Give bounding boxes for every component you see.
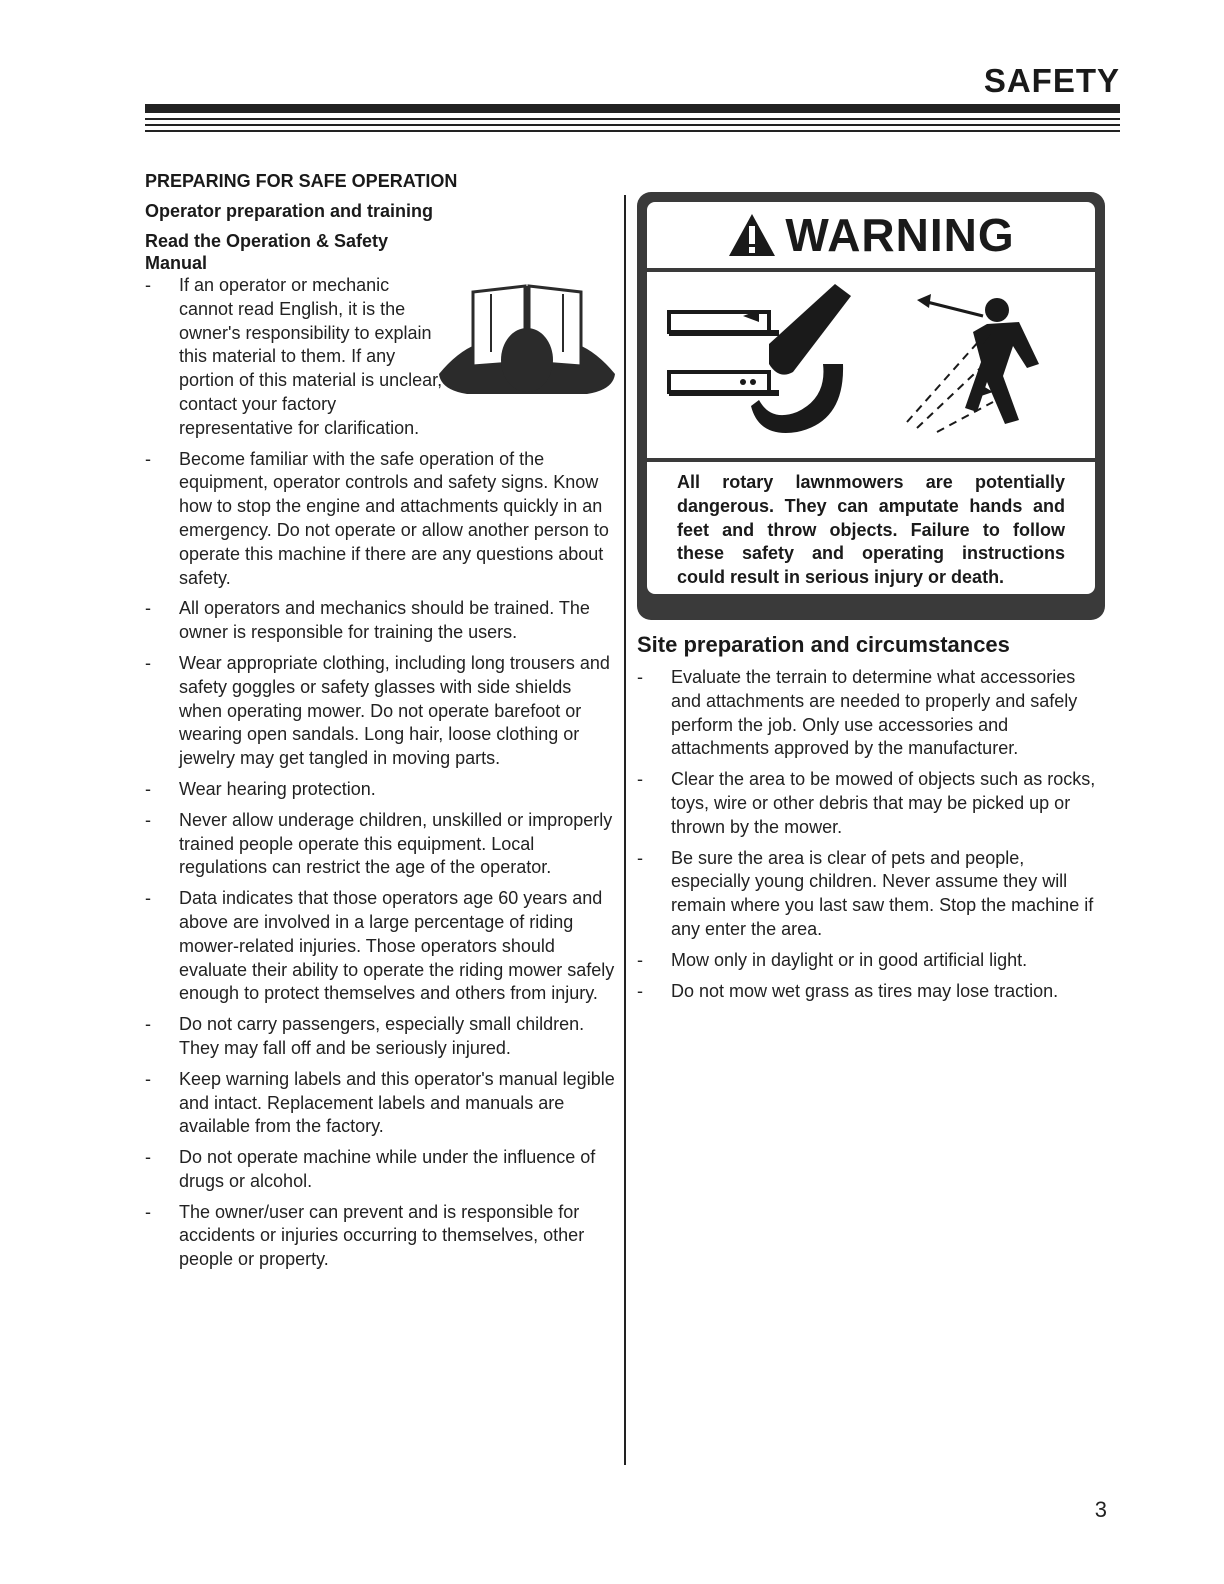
header-rule-thin-2 [145,124,1120,126]
header-rule-thin-3 [145,130,1120,132]
section-heading: PREPARING FOR SAFE OPERATION [145,171,458,191]
amputation-hazard-icon [669,284,851,433]
list-item: - Do not carry passengers, especially small children. They may fall off and be seriously injured. [145,1013,615,1061]
list-item: - Keep warning labels and this operator's manual legible and intact. Replacement labels and manuals are available from the factory. [145,1068,615,1139]
site-preparation-list [637,666,1107,1003]
warning-header [647,202,1095,268]
list-item: - All operators and mechanics should be trained. The owner is responsible for training the users. [145,597,615,645]
list-item: - Do not mow wet grass as tires may lose traction. [637,980,1107,1004]
warning-title: WARNING [785,209,1015,261]
page-number: 3 [1094,1497,1107,1522]
site-preparation-heading: Site preparation and circumstances [637,632,1010,657]
right-column [637,192,1107,1010]
list-item: - Become familiar with the safe operation of the equipment, operator controls and safety signs. Know how to stop the engine and attachments quickly in an emergency. Do not operate or allow another person to operate this machine if there are any questions about safety. [145,448,615,591]
warning-label [637,192,1105,620]
list-item: - Do not operate machine while under the influence of drugs or alcohol. [145,1146,615,1194]
subheading-read-manual: Read the Operation & Safety Manual [145,231,389,273]
list-item: - Data indicates that those operators age 60 years and above are involved in a large percentage of riding mower-related injuries. Those operators should evaluate their ability to operate the riding mower safely enough to protect themselves and others from injury. [145,887,615,1006]
list-item: - Evaluate the terrain to determine what accessories and attachments are needed to properly and safely perform the job. Only use accessories and attachments approved by the manufacturer. [637,666,1107,761]
header-rule-thick [145,104,1120,113]
list-item: - Be sure the area is clear of pets and people, especially young children. Never assume they will remain where you last saw them. Stop the machine if any enter the area. [637,847,1107,942]
column-divider [624,195,626,1465]
left-column [145,170,615,1279]
warning-text: All rotary lawnmowers are potentially dangerous. They can amputate hands and feet and throw objects. Failure to follow these safety and operating instructions could result in serious injury or death. [647,462,1095,594]
subheading-operator-training: Operator preparation and training [145,201,434,221]
list-item: - The owner/user can prevent and is responsible for accidents or injuries occurring to themselves, other people or property. [145,1201,615,1272]
page-header-title: SAFETY [983,62,1120,99]
list-item: - Clear the area to be mowed of objects such as rocks, toys, wire or other debris that may be picked up or thrown by the mower. [637,768,1107,839]
list-item: - Never allow underage children, unskilled or improperly trained people operate this equipment. Local regulations can restrict the age of the operator. [145,809,615,880]
warning-triangle-icon [727,212,777,258]
list-item: - Mow only in daylight or in good artificial light. [637,949,1107,973]
header-rule-thin-1 [145,118,1120,120]
thrown-object-hazard-icon [907,294,1039,432]
list-item: - If an operator or mechanic cannot read English, it is the owner's responsibility to explain this material to them. If any portion of this material is unclear, contact your factory representative for clarification. [145,274,615,441]
hazard-pictogram [647,272,1095,458]
list-item: - Wear appropriate clothing, including long trousers and safety goggles or safety glasses with side shields when operating mower. Do not operate barefoot or wearing open sandals. Long hair, loose clothing or jewelry may get tangled in moving parts. [145,652,615,771]
operator-training-list [145,274,615,1272]
list-item: - Wear hearing protection. [145,778,615,802]
